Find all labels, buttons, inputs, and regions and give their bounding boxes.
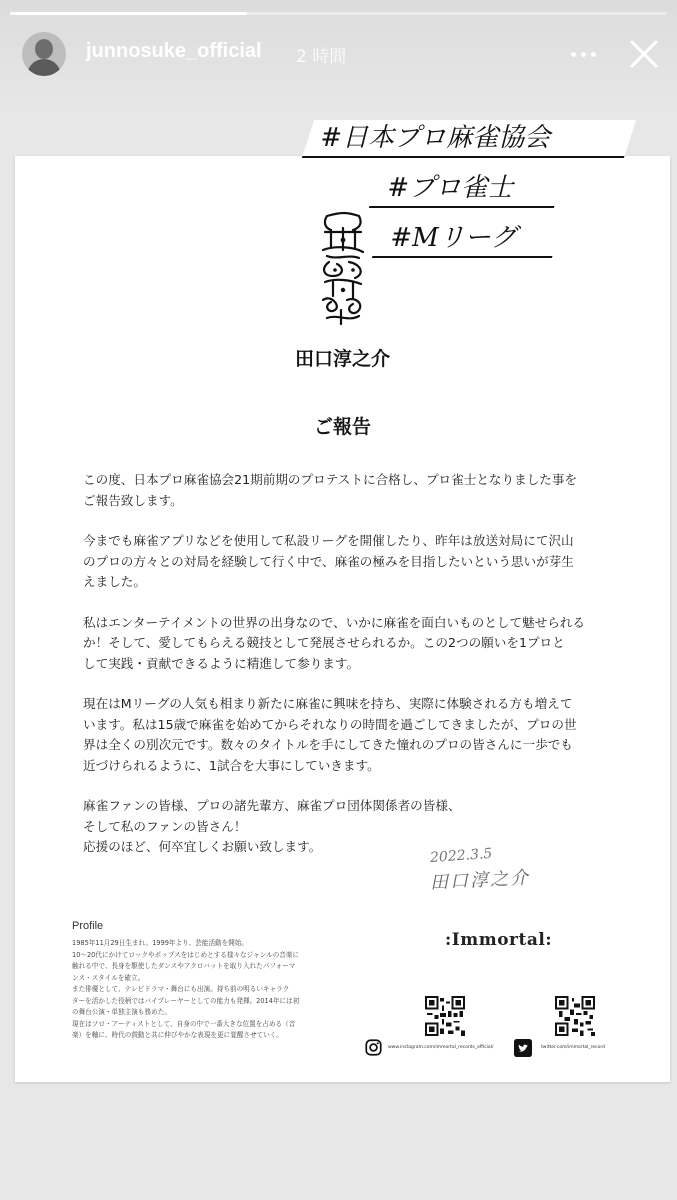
avatar-shoulders-shape xyxy=(27,59,61,76)
body-paragraph xyxy=(83,470,613,511)
profile-line: 現在はソロ・アーティストとして、自身の中で一番大きな位置を占める（音 xyxy=(72,1019,296,1028)
body-line: 応援のほど、何卒宜しくお願い致します。 xyxy=(83,839,322,854)
signature-date: 2022.3.5 xyxy=(429,845,493,867)
body-paragraph xyxy=(83,694,613,776)
hashtag-sticker-1[interactable] xyxy=(302,120,636,158)
profile-line: の舞台公演・単独主演も務めた。 xyxy=(72,1008,171,1016)
profile-text xyxy=(72,938,372,1042)
avatar-head-shape xyxy=(35,39,53,59)
body-line: この度、日本プロ麻雀協会21期前期のプロテストに合格し、プロ雀士となりました事を xyxy=(83,472,578,487)
handwritten-signature: 田口淳之介 xyxy=(429,867,531,894)
hashtag-sticker-2[interactable] xyxy=(369,170,566,208)
more-dots-icon[interactable] xyxy=(568,40,598,68)
body-line: 私はエンターテイメントの世界の出身なので、いかに麻雀を面白いものとして魅せられる xyxy=(83,614,585,630)
profile-line: ターを活かした役柄ではバイプレーヤーとしての能力も発揮。2014年には初 xyxy=(72,996,300,1005)
profile-line: 触れる中で、長身を駆使したダンスやアクロバットを取り入れたパフォーマ xyxy=(72,962,296,970)
announcement-body xyxy=(83,470,613,878)
body-line: 近づけられるように、1試合を大事にしていきます。 xyxy=(83,757,380,773)
body-line: のプロの方々との対局を経験して行く中で、麻雀の極みを目指したいという思いが芽生 xyxy=(83,553,574,569)
body-line: そして私のファンの皆さん！ xyxy=(83,818,247,834)
body-line: 今までも麻雀アプリなどを使用して私設リーグを開催したり、昨年は放送対局にて沢山 xyxy=(83,533,574,548)
ornate-monogram-logo xyxy=(313,210,373,328)
story-progress-bar xyxy=(10,12,667,15)
post-time: 2 時間 xyxy=(296,47,347,67)
profile-line: 楽）を軸に、時代の鼓動と共に伸びやかな表現を更に覚醒させていく。 xyxy=(72,1031,283,1039)
body-paragraph xyxy=(83,613,613,675)
instagram-icon xyxy=(365,1039,382,1056)
hashtag-text: #日本プロ麻雀協会 xyxy=(320,123,551,153)
body-paragraph xyxy=(83,796,613,858)
body-line: して実践・貢献できるように精進して参ります。 xyxy=(83,655,360,671)
profile-line: また俳優として、テレビドラマ・舞台にも出演。持ち前の明るいキャラク xyxy=(72,985,290,993)
qr-code-twitter xyxy=(555,996,595,1036)
story-progress-fill xyxy=(10,12,247,15)
body-line: います。私は15歳で麻雀を始めてからそれなりの時間を過ごしてきましたが、プロの世 xyxy=(83,716,577,732)
user-avatar[interactable] xyxy=(22,32,66,76)
body-line: か！そして、愛してもらえる競技として発展させられるか。この2つの願いを1プロと xyxy=(83,635,565,650)
qr-code-instagram xyxy=(425,996,465,1036)
author-name: 田口淳之介 xyxy=(294,348,390,370)
profile-line: 10～20代にかけてロックやポップスをはじめとする様々なジャンルの音楽に xyxy=(72,950,300,959)
immortal-brand-logo: :Immortal: xyxy=(445,930,553,950)
announcement-title: ご報告 xyxy=(313,416,371,438)
body-line: 現在はMリーグの人気も相まり新たに麻雀に興味を持ち、実際に体験される方も増えて xyxy=(83,696,573,711)
twitter-handle: twitter.com/immortal_record xyxy=(541,1045,606,1050)
instagram-handle: www.instagram.com/immortal_records_official/ xyxy=(388,1045,494,1050)
body-line: 界は全くの別次元です。数々のタイトルを手にしてきた憧れのプロの皆さんに一歩でも xyxy=(83,737,573,752)
twitter-icon xyxy=(514,1039,532,1057)
profile-line: 1985年11月29日生まれ。1999年より、芸能活動を開始。 xyxy=(72,939,249,947)
profile-heading: Profile xyxy=(72,920,104,932)
body-line: ご報告致します。 xyxy=(83,492,183,508)
hashtag-sticker-3[interactable] xyxy=(372,220,564,258)
body-line: えました。 xyxy=(83,574,146,589)
body-paragraph xyxy=(83,531,613,593)
hashtag-text: #プロ雀士 xyxy=(387,173,514,203)
announcement-document xyxy=(15,156,670,1082)
username[interactable]: junnosuke_official xyxy=(86,40,262,62)
close-icon[interactable] xyxy=(626,36,662,72)
body-line: 麻雀ファンの皆様、プロの諸先輩方、麻雀プロ団体関係者の皆様、 xyxy=(83,798,461,813)
profile-line: ンス・スタイルを確立。 xyxy=(72,973,145,982)
hashtag-text: #Mリーグ xyxy=(390,223,517,253)
